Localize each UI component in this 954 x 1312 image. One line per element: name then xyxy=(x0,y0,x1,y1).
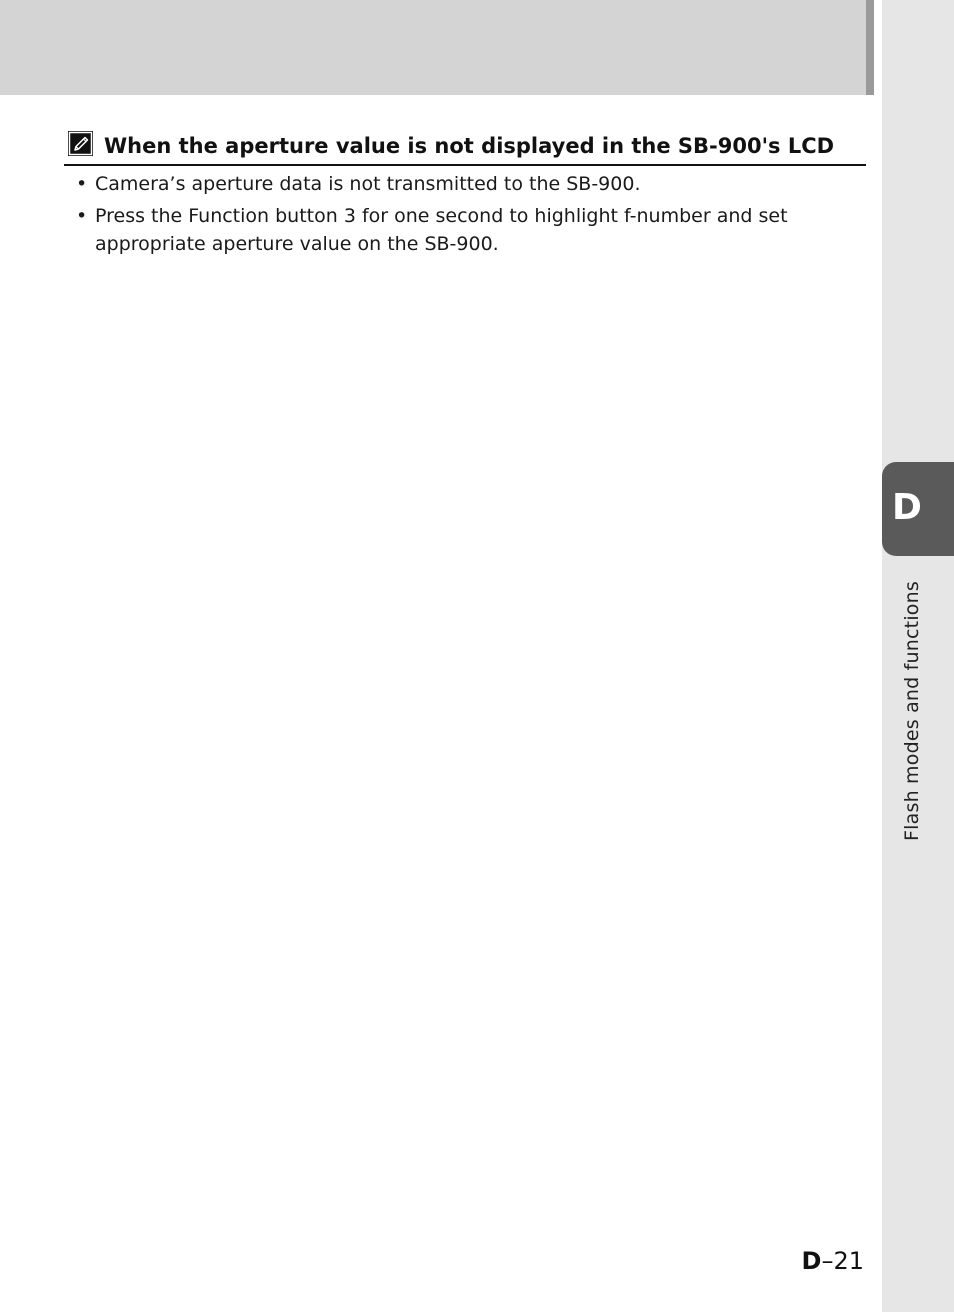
note-bullet-list xyxy=(76,170,836,262)
page-number-letter: D xyxy=(801,1247,822,1275)
chapter-letter: D xyxy=(892,487,922,528)
bullet-dot: • xyxy=(76,173,88,195)
list-item xyxy=(76,202,836,258)
header-band xyxy=(0,0,866,95)
note-heading: When the aperture value is not displayed in the SB-900's LCD xyxy=(104,134,835,158)
bullet-text: Camera’s aperture data is not transmitted to the SB-900. xyxy=(95,173,641,195)
header-band-edge xyxy=(866,0,874,95)
page-number-value: 21 xyxy=(833,1247,864,1275)
bullet-dot: • xyxy=(76,205,88,227)
section-label: Flash modes and functions xyxy=(901,581,923,841)
pencil-note-icon xyxy=(68,131,93,156)
heading-rule xyxy=(64,164,866,166)
page-number xyxy=(802,1244,864,1278)
list-item xyxy=(76,170,836,198)
page-number-separator: – xyxy=(821,1247,834,1275)
bullet-text: Press the Function button 3 for one second to highlight f-number and set appropriate aperture value on the SB-900. xyxy=(95,205,788,255)
